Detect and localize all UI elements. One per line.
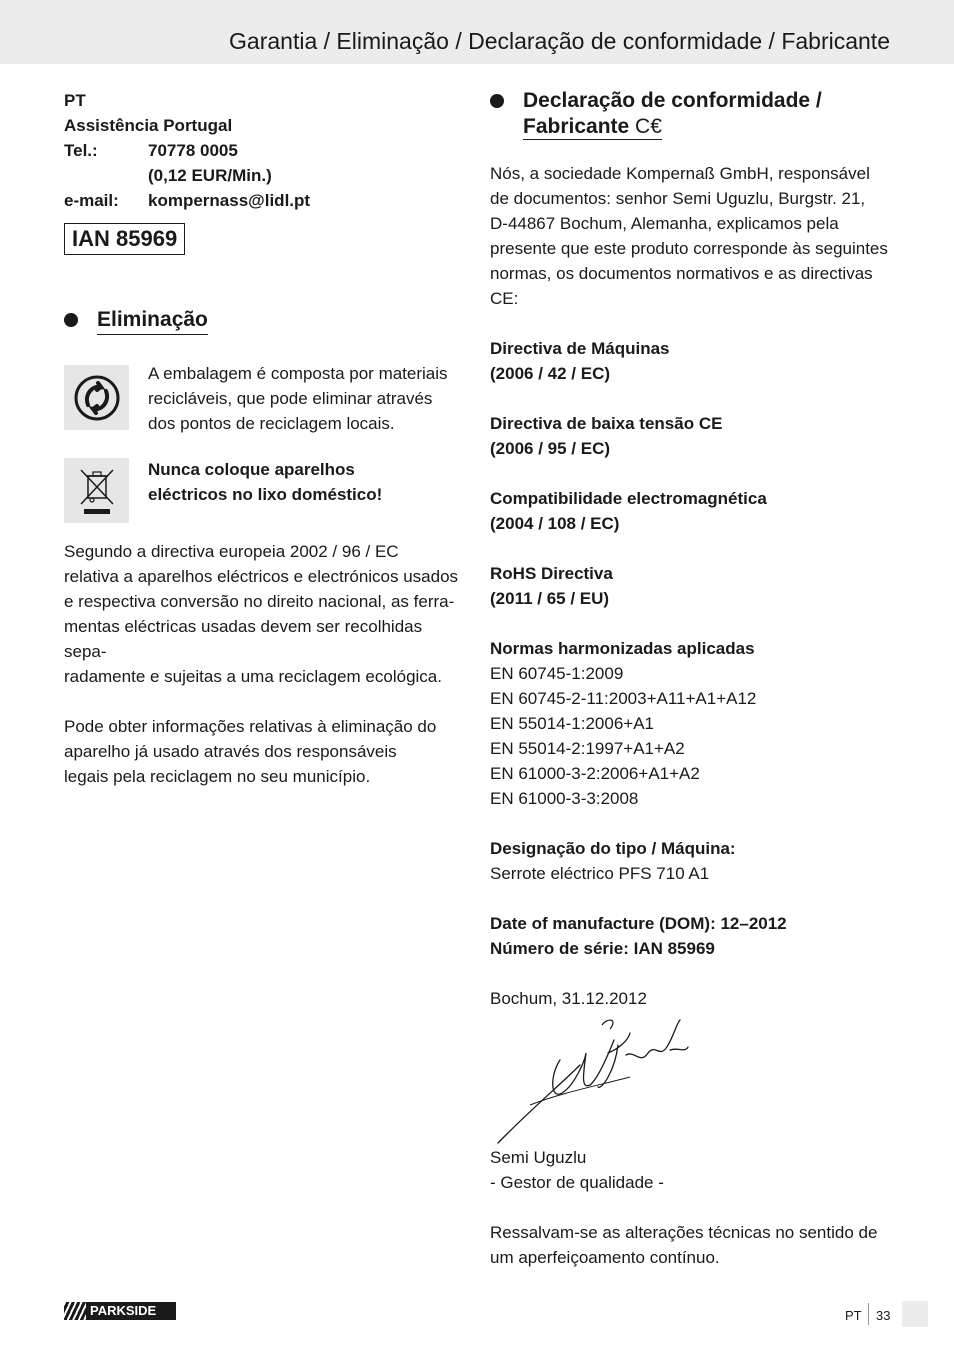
- recycle-row: [64, 361, 464, 436]
- footer-divider: [868, 1303, 869, 1325]
- directive-low-voltage: Directiva de baixa tensão CE (2006 / 95 / EC): [490, 414, 723, 458]
- standards-list: [490, 661, 900, 811]
- date-of-manufacture: Date of manufacture (DOM): 12–2012: [490, 914, 787, 933]
- place-date: Bochum, 31.12.2012: [490, 989, 647, 1008]
- reserve-note: Ressalvam-se as alterações técnicas no sentido de um aperfeiçoamento contínuo.: [490, 1223, 878, 1267]
- contact-email-row: [64, 188, 464, 213]
- tel-rate: (0,12 EUR/Min.): [148, 166, 272, 185]
- page-number: 33: [876, 1308, 891, 1323]
- contact-tel-row: [64, 138, 464, 163]
- stripes-icon: [64, 1302, 86, 1320]
- directive-emc: Compatibilidade electromagnética (2004 / 108 / EC): [490, 489, 767, 533]
- green-dot-recycle-icon: [64, 365, 129, 430]
- list-item: EN 61000-3-3:2008: [490, 789, 639, 808]
- signer-role: - Gestor de qualidade -: [490, 1173, 664, 1192]
- list-item: EN 61000-3-2:2006+A1+A2: [490, 764, 700, 783]
- disposal-paragraph-2: Pode obter informações relativas à eliminação do aparelho já usado através dos responsáveis legais pela reciclagem no seu município.: [64, 717, 437, 786]
- brand-logo: PARKSIDE: [64, 1302, 176, 1320]
- left-column: [64, 88, 464, 789]
- declaration-intro: Nós, a sociedade Kompernaß GmbH, responsável de documentos: senhor Semi Uguzlu, Burgstr. 21, D-44867 Bochum, Alemanha, explicamos pela presente que este produto corresponde às seguintes normas, os documentos normativos e as directivas CE:: [490, 164, 888, 308]
- signature-icon: [490, 1015, 700, 1145]
- footer-language: PT: [845, 1308, 862, 1323]
- serial-number: Número de série: IAN 85969: [490, 939, 715, 958]
- right-column: [490, 88, 900, 1270]
- contact-rate-row: [64, 163, 464, 188]
- list-item: EN 60745-2-11:2003+A11+A1+A12: [490, 689, 757, 708]
- list-item: EN 55014-2:1997+A1+A2: [490, 739, 685, 758]
- disposal-heading: Eliminação: [64, 307, 464, 335]
- directive-rohs: RoHS Directiva (2011 / 65 / EU): [490, 564, 613, 608]
- weee-row: [64, 454, 464, 523]
- type-value: Serrote eléctrico PFS 710 A1: [490, 864, 710, 883]
- page-title: Garantia / Eliminação / Declaração de conformidade / Fabricante: [229, 28, 890, 54]
- contact-service: Assistência Portugal: [64, 116, 233, 135]
- recycle-text: A embalagem é composta por materiais recicláveis, que pode eliminar através dos pontos de reciclagem locais.: [148, 364, 448, 433]
- email-label: e-mail:: [64, 191, 119, 210]
- disposal-paragraph-1: Segundo a directiva europeia 2002 / 96 / EC relativa a aparelhos eléctricos e electrónicos usados e respectiva conversão no direito nacional, as ferra- mentas eléctricas usadas devem ser recolhidas sepa- radamente e sujeitas a uma reciclagem ecológica.: [64, 542, 459, 686]
- bullet-icon: [64, 313, 78, 327]
- footer-box: [902, 1301, 928, 1327]
- declaration-heading: Declaração de conformidade / Fabricante C€: [490, 88, 900, 141]
- ce-mark-icon: C€: [635, 115, 662, 138]
- crossed-bin-icon: [64, 458, 129, 523]
- tel-value: 70778 0005: [148, 141, 238, 160]
- directive-machinery: Directiva de Máquinas (2006 / 42 / EC): [490, 339, 670, 383]
- ian-box: IAN 85969: [64, 223, 185, 255]
- bullet-icon: [490, 94, 504, 108]
- contact-country: PT: [64, 91, 86, 110]
- email-value: kompernass@lidl.pt: [148, 191, 311, 210]
- tel-label: Tel.:: [64, 141, 98, 160]
- signer-name: Semi Uguzlu: [490, 1148, 587, 1167]
- list-item: EN 60745-1:2009: [490, 664, 624, 683]
- standards-heading: Normas harmonizadas aplicadas: [490, 639, 755, 658]
- list-item: EN 55014-1:2006+A1: [490, 714, 654, 733]
- weee-text: Nunca coloque aparelhos eléctricos no lixo doméstico!: [148, 460, 383, 504]
- type-label: Designação do tipo / Máquina:: [490, 839, 736, 858]
